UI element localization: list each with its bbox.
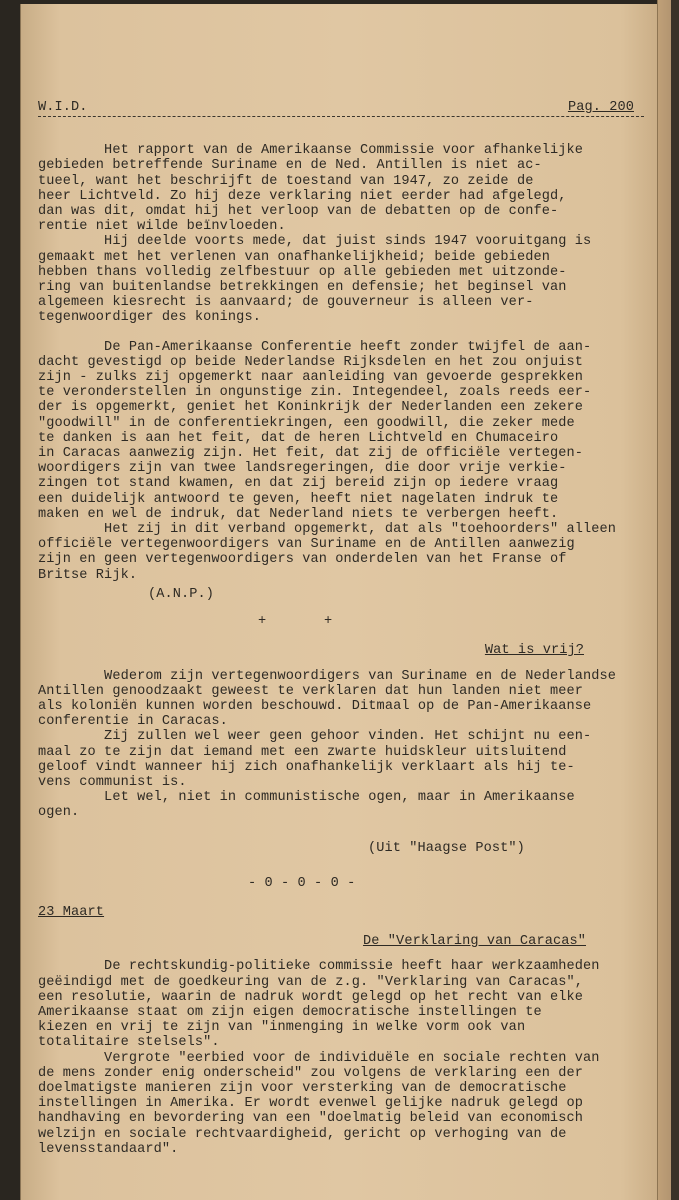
text-line: handhaving en bevordering van een "doelmatig beleid van economisch — [38, 1111, 583, 1127]
ornament: + + — [258, 614, 333, 630]
text-line: levensstandaard". — [38, 1141, 179, 1157]
text-line: Hij deelde voorts mede, dat juist sinds 1947 vooruitgang is — [38, 234, 592, 250]
text-line: officiële vertegenwoordigers van Suriname en de Antillen aanwezig — [38, 537, 575, 553]
signature-anp: (A.N.P.) — [148, 586, 215, 602]
text-line: ring van buitenlandse betrekkingen en defensie; het beginsel van — [38, 280, 567, 296]
text-line: De rechtskundig-politieke commissie heeft haar werkzaamheden — [38, 959, 600, 975]
text-line: conferentie in Caracas. — [38, 714, 228, 730]
page-number: Pag. 200 — [567, 100, 634, 115]
text-line: een duidelijk antwoord te geven, heeft niet nagelaten indruk te — [38, 491, 559, 507]
text-line: dacht gevestigd op beide Nederlandse Rijksdelen en het zou onjuist — [38, 354, 583, 370]
text-line: als koloniën kunnen worden beschouwd. Ditmaal op de Pan-Amerikaanse — [38, 698, 592, 714]
text-line: "goodwill" in de conferentiekringen, een goodwill, die zeker mede — [38, 415, 575, 431]
page-header — [38, 100, 644, 117]
text-line: doelmatigste manieren zijn voor versterking van de democratische — [38, 1080, 567, 1096]
text-line: geëindigd met de goedkeuring van de z.g. "Verklaring van Caracas", — [38, 974, 583, 990]
section-title-wat-is-vrij: Wat is vrij? — [484, 643, 584, 659]
text-line: maal zo te zijn dat iemand met een zwarte huidskleur uitsluitend — [38, 744, 567, 760]
typed-text — [38, 100, 644, 1157]
header-left: W.I.D. — [38, 100, 88, 115]
text-line: Vergrote "eerbied voor de individuële en sociale rechten van — [38, 1050, 600, 1066]
text-line: zingen tot stand kwamen, en dat zij bereid zijn op iedere vraag — [38, 476, 559, 492]
text-line: geloof vindt wanneer hij zich onafhankelijk verklaart als hij te- — [38, 759, 575, 775]
text-line: Het rapport van de Amerikaanse Commissie voor afhankelijke — [38, 143, 583, 159]
text-line: te danken is aan het feit, dat de heren Lichtveld en Chumaceiro — [38, 430, 559, 446]
text-line: totalitaire stelsels". — [38, 1035, 220, 1051]
text-line: Let wel, niet in communistische ogen, maar in Amerikaanse — [38, 790, 575, 806]
text-line: hebben thans volledig zelfbestuur op alle gebieden met uitzonde- — [38, 264, 567, 280]
paragraph-report — [38, 143, 644, 325]
paragraph-wat-is-vrij — [38, 669, 644, 821]
text-line: tegenwoordiger des konings. — [38, 310, 261, 326]
source-citation: (Uit "Haagse Post") — [368, 840, 525, 856]
text-line: een resolutie, waarin de nadruk wordt gelegd op het recht van elke — [38, 989, 583, 1005]
text-line: der is opgemerkt, geniet het Koninkrijk der Nederlanden een zekere — [38, 400, 583, 416]
text-line: zijn - zulks zij opgemerkt naar aanleiding van gevoerde gesprekken — [38, 370, 583, 386]
binding-edge — [657, 0, 672, 1200]
text-line: ogen. — [38, 805, 80, 821]
paragraph-verklaring — [38, 959, 644, 1157]
text-line: Wederom zijn vertegenwoordigers van Suriname en de Nederlandse — [38, 668, 617, 684]
text-line: zijn en geen vertegenwoordigers van onderdelen van het Franse of — [38, 552, 567, 568]
text-line: kiezen en vrij te zijn van "inmenging in welke vorm ook van — [38, 1020, 526, 1036]
text-line: maken en wel de indruk, dat Nederland niets te verbergen heeft. — [38, 506, 559, 522]
text-line: dan was dit, omdat hij het verloop van de debatten op de confe- — [38, 204, 559, 220]
text-line: Zij zullen wel weer geen gehoor vinden. Het schijnt nu een- — [38, 729, 592, 745]
text-line: Britse Rijk. — [38, 567, 138, 583]
text-line: woordigers zijn van twee landsregeringen, die door vrije verkie- — [38, 461, 567, 477]
text-line: gebieden betreffende Suriname en de Ned. Antillen is niet ac- — [38, 158, 542, 174]
text-line: Antillen genoodzaakt geweest te verklaren dat hun landen niet meer — [38, 683, 583, 699]
text-line: de mens zonder enig onderscheid" zou volgens de verklaring een der — [38, 1065, 583, 1081]
text-line: De Pan-Amerikaanse Conferentie heeft zonder twijfel de aan- — [38, 339, 592, 355]
text-line: welzijn en sociale rechtvaardigheid, gericht op verhoging van de — [38, 1126, 567, 1142]
text-line: rentie niet wilde beïnvloeden. — [38, 219, 286, 235]
text-line: instellingen in Amerika. Er wordt evenwel gelijke nadruk gelegd op — [38, 1096, 583, 1112]
text-line: in Caracas aanwezig zijn. Het feit, dat zij de officiële vertegen- — [38, 446, 583, 462]
text-line: Het zij in dit verband opgemerkt, dat als "toehoorders" alleen — [38, 522, 617, 538]
date-heading: 23 Maart — [38, 904, 105, 920]
text-line: vens communist is. — [38, 774, 187, 790]
text-line: tueel, want het beschrijft de toestand van 1947, zo zeide de — [38, 173, 534, 189]
text-line: Amerikaanse staat om zijn eigen democratische instellingen te — [38, 1004, 542, 1020]
paragraph-conference — [38, 340, 644, 583]
text-line: gemaakt met het verlenen van onafhankelijkheid; beide gebieden — [38, 249, 550, 265]
separator: - 0 - 0 - 0 - — [248, 875, 356, 891]
page-edge-shadow — [671, 0, 679, 1200]
text-line: heer Lichtveld. Zo hij deze verklaring niet eerder had afgelegd, — [38, 188, 567, 204]
text-line: algemeen kiesrecht is aanvaard; de gouverneur is alleen ver- — [38, 295, 534, 311]
section-title-verklaring: De "Verklaring van Caracas" — [363, 934, 586, 950]
text-line: te veronderstellen in ongunstige zin. Integendeel, zoals reeds eer- — [38, 385, 592, 401]
